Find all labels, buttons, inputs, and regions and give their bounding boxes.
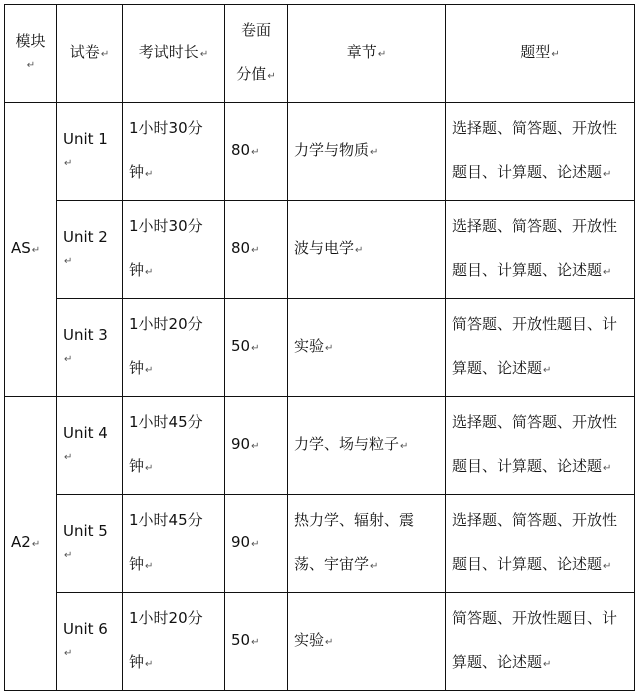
module-cell: A2↵: [5, 397, 57, 691]
chapter-cell: 力学与物质↵: [288, 103, 446, 201]
score-cell: 50↵: [225, 299, 288, 397]
chapter-cell: 力学、场与粒子↵: [288, 397, 446, 495]
paper-cell: Unit 3↵: [57, 299, 123, 397]
module-cell: AS↵: [5, 103, 57, 397]
duration-cell: 1小时20分 钟↵: [123, 593, 225, 691]
exam-structure-table: [4, 4, 635, 691]
header-types: 题型↵: [446, 5, 635, 103]
types-cell: 选择题、简答题、开放性题目、计算题、论述题↵: [446, 201, 635, 299]
score-cell: 90↵: [225, 397, 288, 495]
table-row: [5, 495, 635, 593]
table-row: [5, 397, 635, 495]
paper-cell: Unit 2↵: [57, 201, 123, 299]
paper-cell: Unit 5↵: [57, 495, 123, 593]
chapter-cell: 波与电学↵: [288, 201, 446, 299]
chapter-cell: 实验↵: [288, 299, 446, 397]
header-paper: 试卷↵: [57, 5, 123, 103]
duration-cell: 1小时45分 钟↵: [123, 397, 225, 495]
header-duration: 考试时长↵: [123, 5, 225, 103]
duration-cell: 1小时45分 钟↵: [123, 495, 225, 593]
score-cell: 80↵: [225, 103, 288, 201]
paper-cell: Unit 1↵: [57, 103, 123, 201]
duration-cell: 1小时30分 钟↵: [123, 201, 225, 299]
score-cell: 80↵: [225, 201, 288, 299]
paper-cell: Unit 6↵: [57, 593, 123, 691]
paper-cell: Unit 4↵: [57, 397, 123, 495]
header-chapter: 章节↵: [288, 5, 446, 103]
types-cell: 选择题、简答题、开放性题目、计算题、论述题↵: [446, 495, 635, 593]
header-score: 卷面 分值↵: [225, 5, 288, 103]
table-row: [5, 103, 635, 201]
chapter-cell: 热力学、辐射、震荡、宇宙学↵: [288, 495, 446, 593]
chapter-cell: 实验↵: [288, 593, 446, 691]
score-cell: 50↵: [225, 593, 288, 691]
header-row: [5, 5, 635, 103]
score-cell: 90↵: [225, 495, 288, 593]
table-row: [5, 299, 635, 397]
duration-cell: 1小时30分 钟↵: [123, 103, 225, 201]
types-cell: 简答题、开放性题目、计算题、论述题↵: [446, 593, 635, 691]
types-cell: 简答题、开放性题目、计算题、论述题↵: [446, 299, 635, 397]
header-module: 模块↵: [5, 5, 57, 103]
types-cell: 选择题、简答题、开放性题目、计算题、论述题↵: [446, 103, 635, 201]
duration-cell: 1小时20分 钟↵: [123, 299, 225, 397]
table-row: [5, 593, 635, 691]
table-row: [5, 201, 635, 299]
types-cell: 选择题、简答题、开放性题目、计算题、论述题↵: [446, 397, 635, 495]
